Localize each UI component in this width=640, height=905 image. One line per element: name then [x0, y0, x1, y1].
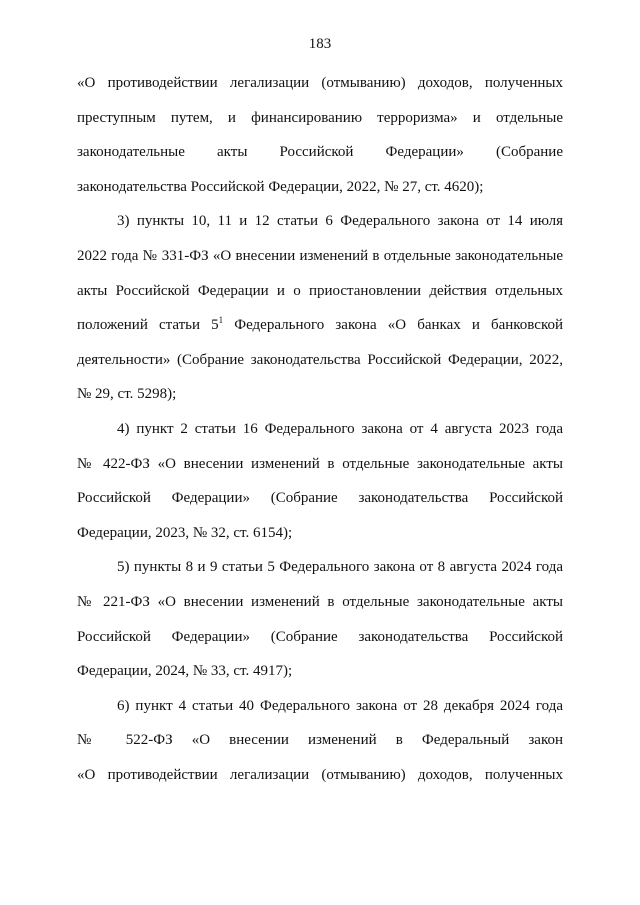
list-item-3-first-line: 3) пункты 10, 11 и 12 статьи 6 Федерального закона от 14 июля	[117, 213, 563, 230]
text-line: преступным путем, и финансированию терроризма» и отдельные	[77, 109, 563, 126]
text-fragment: положений статьи 5	[77, 317, 219, 334]
text-line-with-superscript	[77, 313, 563, 348]
text-line: 2022 года № 331-ФЗ «О внесении изменений в отдельные законодательные	[77, 247, 563, 264]
list-item-5-first-line: 5) пункты 8 и 9 статьи 5 Федерального закона от 8 августа 2024 года	[117, 559, 563, 576]
text-line: «О противодействии легализации (отмыванию) доходов, полученных	[77, 75, 563, 91]
text-line: «О противодействии легализации (отмыванию) доходов, полученных	[77, 766, 563, 783]
text-line: акты Российской Федерации и о приостановлении действия отдельных	[77, 282, 563, 299]
text-line: № 29, ст. 5298);	[77, 386, 177, 403]
text-line: законодательства Российской Федерации, 2022, № 27, ст. 4620);	[77, 178, 484, 195]
text-line: деятельности» (Собрание законодательства Российской Федерации, 2022,	[77, 351, 563, 368]
text-line: Федерации, 2023, № 32, ст. 6154);	[77, 524, 293, 541]
text-line: Российской Федерации» (Собрание законодательства Российской	[77, 628, 563, 645]
list-item-6-first-line: 6) пункт 4 статьи 40 Федерального закона от 28 декабря 2024 года	[117, 697, 563, 714]
text-line: Российской Федерации» (Собрание законодательства Российской	[77, 490, 563, 507]
page-number: 183	[308, 36, 332, 52]
text-line: законодательные акты Российской Федерации» (Собрание	[77, 144, 563, 161]
document-body	[77, 71, 563, 797]
superscript: 1	[218, 315, 224, 326]
list-item-4-first-line: 4) пункт 2 статьи 16 Федерального закона от 4 августа 2023 года	[117, 420, 563, 437]
text-line: № 422-ФЗ «О внесении изменений в отдельные законодательные акты	[77, 455, 563, 472]
text-line: № 522-ФЗ «О внесении изменений в Федеральный закон	[77, 732, 563, 749]
text-line: № 221-ФЗ «О внесении изменений в отдельные законодательные акты	[77, 593, 563, 610]
text-line: Федерации, 2024, № 33, ст. 4917);	[77, 663, 293, 680]
text-fragment: Федерального закона «О банках и банковской	[223, 317, 563, 334]
